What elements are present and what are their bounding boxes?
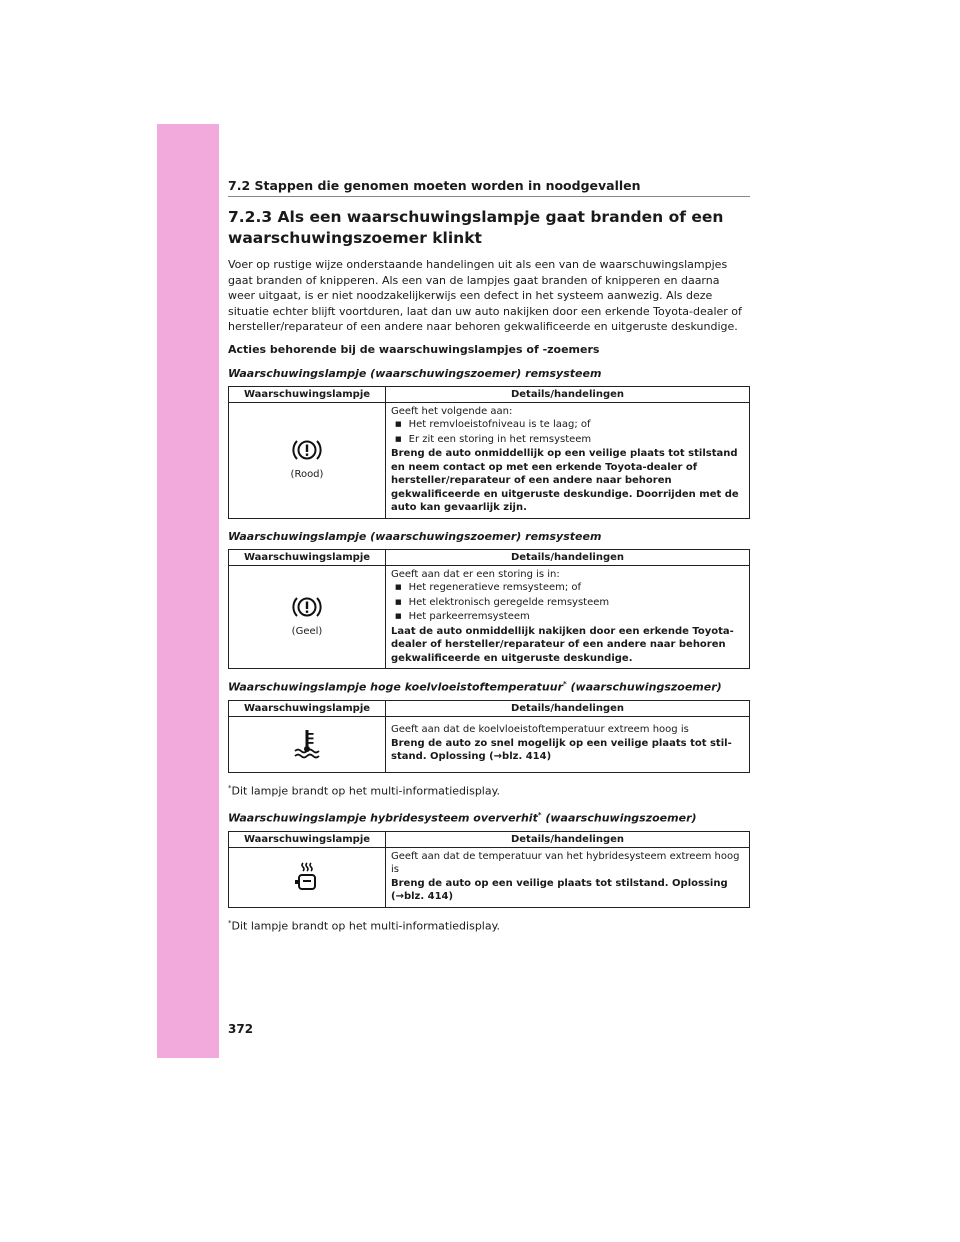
- icon-label: (Geel): [291, 626, 323, 637]
- list-item: ■ Het parkeerremsysteem: [391, 610, 744, 625]
- table-row: [229, 847, 750, 907]
- column-header: Details/handelingen: [386, 386, 750, 402]
- icon-cell: [229, 565, 386, 669]
- action-text: Breng de auto op een veilige plaats tot stilstand. Oplossing (→blz. 414): [391, 877, 728, 903]
- column-header: Details/handelingen: [386, 700, 750, 716]
- action-text: Laat de auto onmiddellijk nakijken door een erkende Toyota-dealer of hersteller/reparateur of een andere naar behoren gekwalificeerde en uitgeruste deskundige.: [391, 625, 734, 664]
- column-header: Waarschuwingslampje: [229, 831, 386, 847]
- caption-text: Waarschuwingslampje hybridesysteem oververhit: [228, 811, 538, 825]
- details-cell: [386, 716, 750, 772]
- details-text: Geeft het volgende aan:: [391, 405, 513, 417]
- table-header-row: [229, 700, 750, 716]
- icon-cell: [229, 716, 386, 772]
- footnote: [228, 784, 750, 798]
- footnote-text: Dit lampje brandt op het multi-informatiedisplay.: [231, 919, 501, 933]
- caption-suffix: (waarschuwingszoemer): [566, 680, 722, 694]
- table-caption: [228, 680, 750, 694]
- table-row: [229, 565, 750, 669]
- icon-cell: [229, 847, 386, 907]
- list-item: ■ Het remvloeistofniveau is te laag; of: [391, 418, 744, 433]
- column-header: Waarschuwingslampje: [229, 700, 386, 716]
- table-caption: Waarschuwingslampje (waarschuwingszoemer) remsysteem: [228, 529, 602, 543]
- details-cell: [386, 402, 750, 518]
- brake-warning-icon: [234, 437, 380, 463]
- page-number: 372: [228, 1022, 254, 1036]
- footnote: [228, 919, 750, 933]
- icon-cell: [229, 402, 386, 518]
- hybrid-overheat-icon: [234, 861, 380, 893]
- details-cell: [386, 565, 750, 669]
- caption-suffix: (waarschuwingszoemer): [541, 811, 697, 825]
- page-content: [228, 178, 750, 947]
- column-header: Waarschuwingslampje: [229, 386, 386, 402]
- warning-table-hybrid: [228, 831, 750, 908]
- column-header: Details/handelingen: [386, 831, 750, 847]
- details-text: Geeft aan dat de temperatuur van het hybridesysteem extreem hoog is: [391, 850, 740, 876]
- footnote-marker: *: [537, 811, 542, 820]
- footnote-marker: *: [563, 680, 567, 688]
- icon-label: (Rood): [290, 469, 324, 481]
- intro-paragraph: Voer op rustige wijze onderstaande handelingen uit als een van de waarschuwingslampjes gaat branden of knipperen. Als een van de lampjes gaat branden of knipperen en daarna weer uitgaat, is er niet noodzakelijkerwijs een defect in het systeem aanwezig. Als deze situatie echter blijft voortduren, laat dan uw auto nakijken door een erkende Toyota-dealer of hersteller/reparateur of een andere naar behoren gekwalificeerde en uitgeruste deskundige.: [228, 258, 742, 333]
- column-header: Details/handelingen: [386, 549, 750, 565]
- details-text: Geeft aan dat er een storing is in:: [391, 568, 560, 580]
- table-row: [229, 716, 750, 772]
- table-header-row: [229, 386, 750, 402]
- coolant-temperature-icon: [234, 729, 380, 759]
- table-caption: Waarschuwingslampje (waarschuwingszoemer) remsysteem: [228, 366, 602, 380]
- table-header-row: [229, 549, 750, 565]
- list-item: ■ Het elektronisch geregelde remsysteem: [391, 596, 744, 611]
- caption-text: Waarschuwingslampje hoge koelvloeistoftemperatuur: [228, 680, 564, 694]
- brake-warning-icon: [234, 594, 380, 620]
- details-cell: [386, 847, 750, 907]
- subheading: Acties behorende bij de waarschuwingslampjes of -zoemers: [228, 342, 600, 356]
- action-text: Breng de auto zo snel mogelijk op een veilige plaats tot stil-stand. Oplossing (→blz. 414): [391, 737, 732, 763]
- warning-table-coolant: [228, 700, 750, 773]
- chapter-sidebar: [157, 124, 219, 1058]
- list-item: ■ Het regeneratieve remsysteem; of: [391, 581, 744, 596]
- action-text: Breng de auto onmiddellijk op een veilige plaats tot stilstand en neem contact op met een erkende Toyota-dealer of hersteller/reparateur of een andere naar behoren gekwalificeerde en uitgeruste deskundige. Doorrijden met de auto kan gevaarlijk zijn.: [391, 448, 739, 513]
- warning-table-brake-yellow: [228, 549, 750, 670]
- footnote-text: Dit lampje brandt op het multi-informatiedisplay.: [231, 784, 501, 798]
- table-header-row: [229, 831, 750, 847]
- footnote-marker: *: [228, 783, 232, 792]
- footnote-marker: *: [228, 918, 232, 927]
- table-row: [229, 402, 750, 518]
- page-title: 7.2.3 Als een waarschuwingslampje gaat branden of een waarschuwingszoemer klinkt: [228, 208, 724, 247]
- details-text: Geeft aan dat de koelvloeistoftemperatuur extreem hoog is: [391, 724, 689, 736]
- list-item: ■ Er zit een storing in het remsysteem: [391, 433, 744, 448]
- column-header: Waarschuwingslampje: [229, 549, 386, 565]
- section-header: 7.2 Stappen die genomen moeten worden in noodgevallen: [228, 178, 750, 197]
- warning-table-brake-red: [228, 386, 750, 519]
- table-caption: [228, 811, 750, 825]
